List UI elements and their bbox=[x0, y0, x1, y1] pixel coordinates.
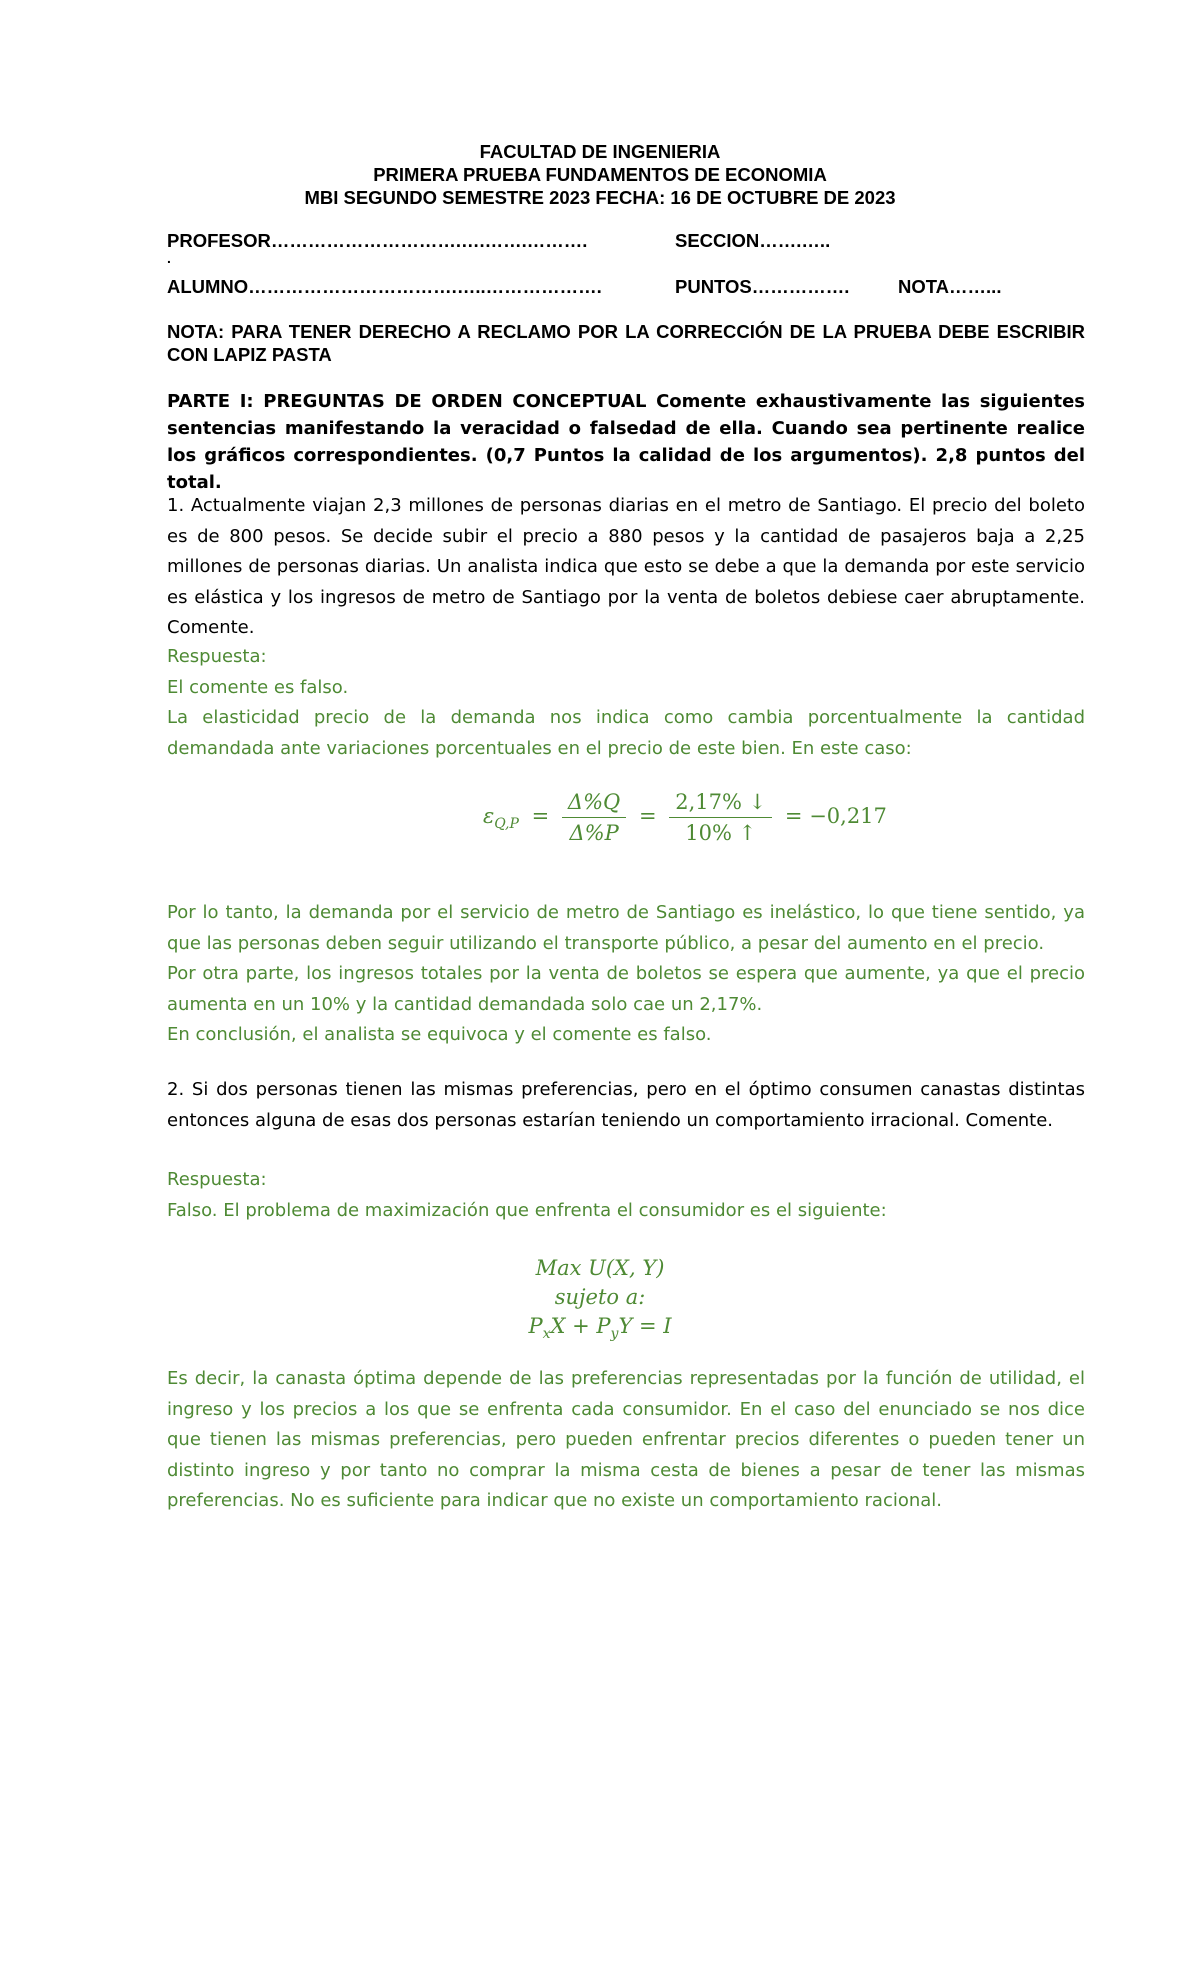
q1-answer bbox=[167, 642, 1085, 764]
elasticity-formula bbox=[483, 790, 887, 845]
budget-constraint bbox=[450, 1312, 750, 1349]
q1-answer-p2: Por otra parte, los ingresos totales por la venta de boletos se espera que aumente, ya que el precio aumenta en un 10% y la cantidad demandada solo cae un 2,17%. bbox=[167, 963, 1085, 1015]
max-utility: Max U(X, Y) bbox=[535, 1256, 665, 1280]
q1-answer-intro: La elasticidad precio de la demanda nos indica como cambia porcentualmente la cantidad demandada ante variaciones porcentuales en el precio de este bien. En este caso: bbox=[167, 707, 1085, 759]
nota-field: NOTA……... bbox=[898, 276, 1002, 297]
elasticity-subscript: Q,P bbox=[494, 816, 519, 833]
value-fraction bbox=[669, 790, 772, 845]
delta-q: Δ%Q bbox=[562, 790, 626, 818]
profesor-field: PROFESOR………………………….….…….………. bbox=[167, 230, 588, 251]
header-semester-date: MBI SEGUNDO SEMESTRE 2023 FECHA: 16 DE OCTUBRE DE 2023 bbox=[304, 187, 896, 208]
price-y-subscript: y bbox=[610, 1326, 619, 1343]
seccion-field: SECCION…….….. bbox=[675, 230, 831, 251]
q2-answer-explanation: Es decir, la canasta óptima depende de las preferencias representadas por la función de utilidad, el ingreso y los precios a los que se enfrenta cada consumidor. En el caso del enunciado se nos dice que tienen las mismas preferencias, pero pueden enfrentar precios diferentes o pueden tener un distinto ingreso y por tanto no comprar la misma cesta de bienes a pesar de tener las mismas preferencias. No es suficiente para indicar que no existe un comportamiento racional. bbox=[167, 1368, 1085, 1511]
price-y: P bbox=[596, 1314, 611, 1338]
delta-p: Δ%P bbox=[569, 821, 619, 845]
maximization-problem bbox=[450, 1254, 750, 1349]
q1-answer-verdict: El comente es falso. bbox=[167, 676, 349, 698]
price-x-subscript: x bbox=[542, 1326, 551, 1343]
quantity-y-income: Y = I bbox=[618, 1314, 672, 1338]
q2-answer bbox=[167, 1165, 1085, 1226]
q1-answer-conclusion bbox=[167, 898, 1085, 1051]
header-faculty: FACULTAD DE INGENIERIA bbox=[479, 141, 721, 162]
delta-fraction bbox=[562, 790, 626, 845]
parte1-instructions bbox=[167, 388, 1085, 496]
price-x: P bbox=[528, 1314, 543, 1338]
q1-answer-label: Respuesta: bbox=[167, 646, 267, 667]
quantity-x: X + bbox=[550, 1314, 597, 1338]
puntos-field: PUNTOS……………. bbox=[675, 276, 850, 297]
equals-sign: = bbox=[531, 804, 550, 828]
q2-answer-label: Respuesta: bbox=[167, 1169, 267, 1190]
q1-answer-p1: Por lo tanto, la demanda por el servicio de metro de Santiago es inelástico, lo que tiene sentido, ya que las personas deben seguir utilizando el transporte público, a pesar del aumento en el precio. bbox=[167, 902, 1085, 954]
elasticity-result: = −0,217 bbox=[784, 804, 887, 828]
parte1-title: PARTE I: PREGUNTAS DE ORDEN CONCEPTUAL bbox=[167, 391, 647, 412]
equals-sign-2: = bbox=[638, 804, 657, 828]
nota-reclamo: NOTA: PARA TENER DERECHO A RECLAMO POR LA CORRECCIÓN DE LA PRUEBA DEBE ESCRIBIR CON LAPIZ PASTA bbox=[167, 321, 1085, 365]
value-numerator: 2,17% ↓ bbox=[669, 790, 772, 818]
subject-to: sujeto a: bbox=[554, 1285, 646, 1309]
question-2: 2. Si dos personas tienen las mismas preferencias, pero en el óptimo consumen canastas distintas entonces alguna de esas dos personas estarían teniendo un comportamiento irracional. Comente. bbox=[167, 1079, 1085, 1131]
q1-answer-p3: En conclusión, el analista se equivoca y el comente es falso. bbox=[167, 1024, 712, 1045]
q2-answer-intro: Falso. El problema de maximización que enfrenta el consumidor es el siguiente: bbox=[167, 1199, 887, 1221]
alumno-field: ALUMNO…………………………….…..………………. bbox=[167, 276, 602, 297]
header-exam-title: PRIMERA PRUEBA FUNDAMENTOS DE ECONOMIA bbox=[373, 164, 827, 185]
parte1-text: Comente exhaustivamente las siguientes sentencias manifestando la veracidad o falsedad de ella. Cuando sea pertinente realice los gráficos correspondientes. (0,7 Puntos la calidad de los argumentos). 2,8 puntos del total. bbox=[167, 391, 1086, 493]
question-1: 1. Actualmente viajan 2,3 millones de personas diarias en el metro de Santiago. El precio del boleto es de 800 pesos. Se decide subir el precio a 880 pesos y la cantidad de pasajeros baja a 2,25 millones de personas diarias. Un analista indica que esto se debe a que la demanda por este servicio es elástica y los ingresos de metro de Santiago por la venta de boletos debiese caer abruptamente. Comente. bbox=[167, 495, 1085, 638]
stray-dot: . bbox=[167, 250, 171, 266]
elasticity-symbol: ε bbox=[483, 804, 495, 828]
value-denominator: 10% ↑ bbox=[685, 821, 757, 845]
